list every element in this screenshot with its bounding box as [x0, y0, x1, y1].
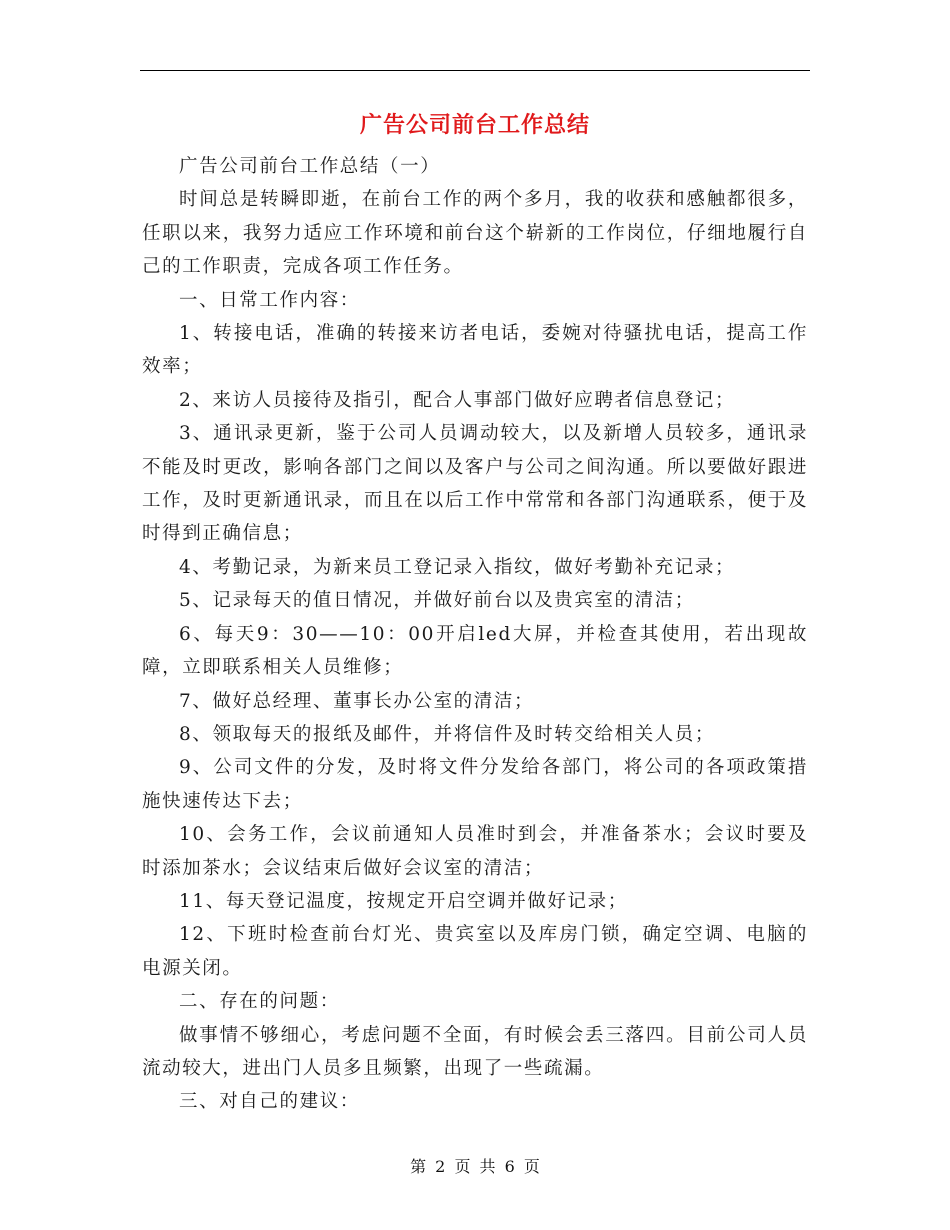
section-heading: 二、存在的问题： [179, 991, 340, 1013]
list-item: 11、每天登记温度，按规定开启空调并做好记录； [179, 890, 628, 912]
list-item: 7、做好总经理、董事长办公室的清洁； [179, 690, 535, 712]
document-body [142, 150, 808, 1119]
section-heading: 一、日常工作内容： [179, 289, 360, 311]
paragraph: 做事情不够细心，考虑问题不全面，有时候会丢三落四。目前公司人员流动较大，进出门人员多且频繁，出现了一些疏漏。 [142, 1024, 808, 1079]
page-number-footer: 第 2 页 共 6 页 [410, 1157, 540, 1176]
list-item: 9、公司文件的分发，及时将文件分发给各部门，将公司的各项政策措施快速传达下去； [142, 757, 808, 812]
list-item: 6、每天9：30——10：00开启led大屏，并检查其使用，若出现故障，立即联系相关人员维修； [142, 623, 808, 679]
list-item: 2、来访人员接待及指引，配合人事部门做好应聘者信息登记； [179, 389, 736, 411]
list-item: 4、考勤记录，为新来员工登记录入指纹，做好考勤补充记录； [179, 556, 736, 578]
list-item: 3、通讯录更新，鉴于公司人员调动较大，以及新增人员较多，通讯录不能及时更改，影响各部门之间以及客户与公司之间沟通。所以要做好跟进工作，及时更新通讯录，而且在以后工作中常常和各部门沟通联系，便于及时得到正确信息； [142, 423, 808, 545]
section-heading: 广告公司前台工作总结（一） [179, 156, 441, 177]
document-title: 广告公司前台工作总结 [359, 112, 590, 138]
list-item: 5、记录每天的值日情况，并做好前台以及贵宾室的清洁； [179, 590, 695, 612]
list-item: 1、转接电话，准确的转接来访者电话，委婉对待骚扰电话，提高工作效率； [142, 323, 808, 378]
list-item: 12、下班时检查前台灯光、贵宾室以及库房门锁，确定空调、电脑的电源关闭。 [142, 924, 808, 979]
section-heading: 三、对自己的建议： [179, 1091, 360, 1113]
paragraph: 时间总是转瞬即逝，在前台工作的两个多月，我的收获和感触都很多，任职以来，我努力适应工作环境和前台这个崭新的工作岗位，仔细地履行自己的工作职责，完成各项工作任务。 [142, 189, 808, 278]
header-rule [140, 70, 810, 71]
list-item: 8、领取每天的报纸及邮件，并将信件及时转交给相关人员； [179, 723, 715, 745]
list-item: 10、会务工作，会议前通知人员准时到会，并准备茶水；会议时要及时添加茶水；会议结束后做好会议室的清洁； [142, 824, 808, 879]
